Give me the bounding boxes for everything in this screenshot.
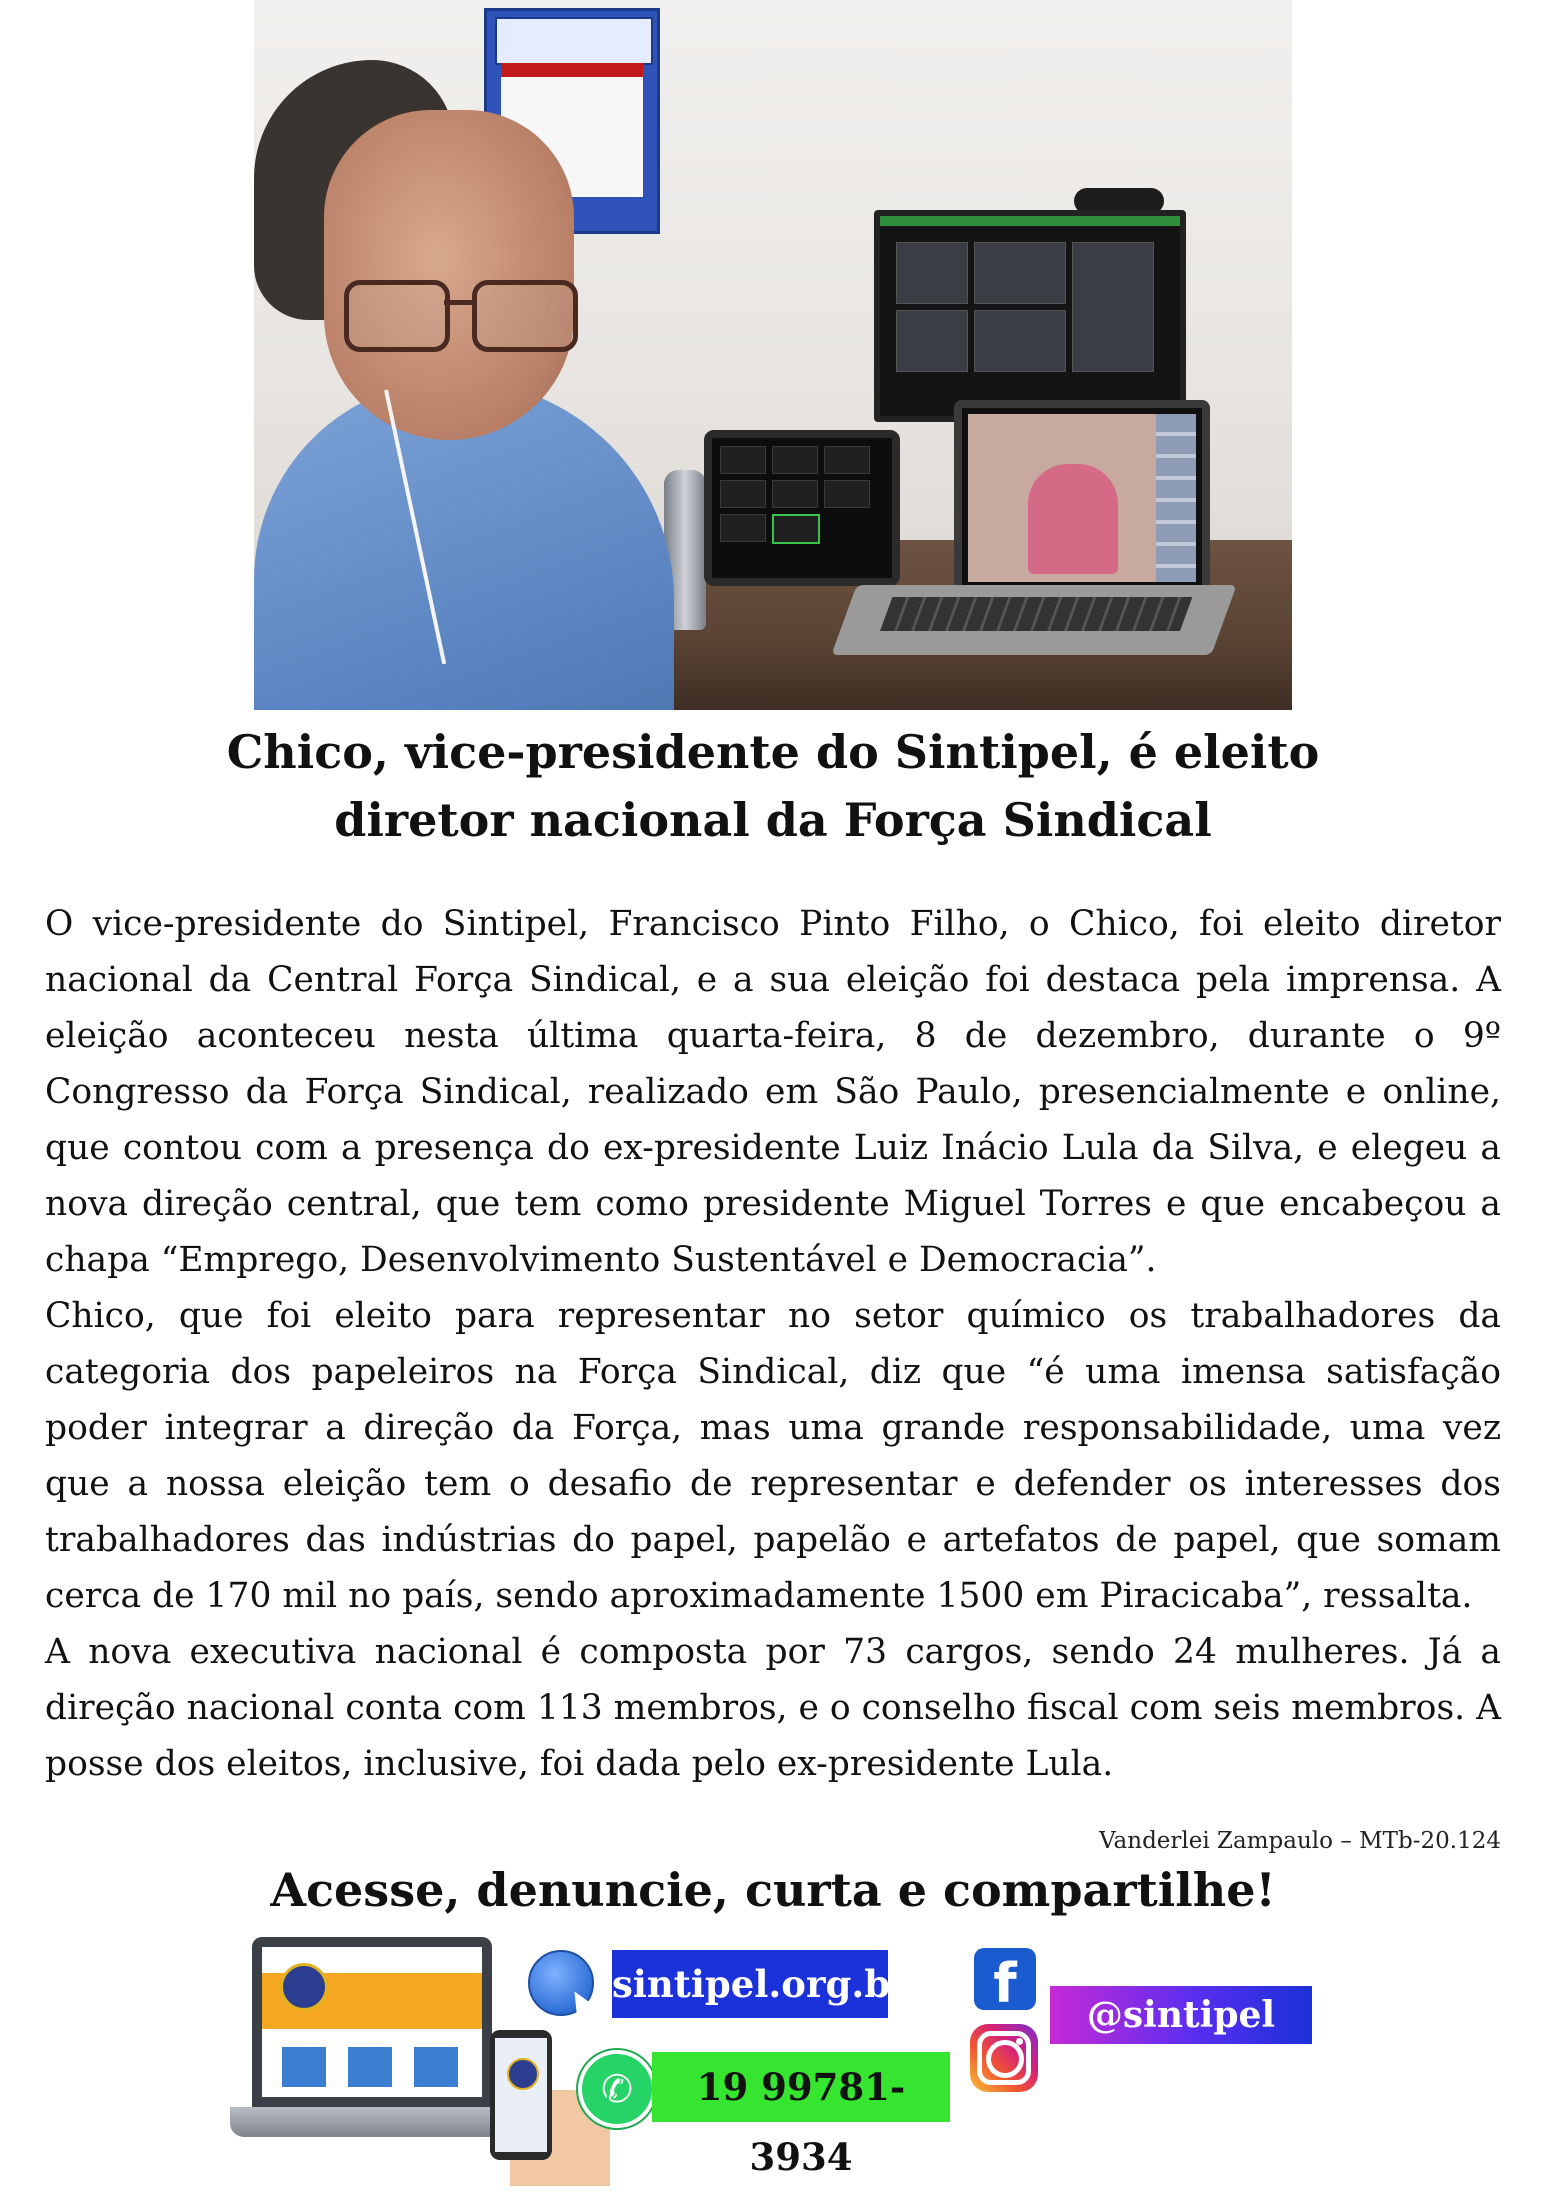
laptop-illustration-base bbox=[230, 2107, 520, 2137]
article-body bbox=[45, 896, 1501, 1792]
page-title bbox=[0, 718, 1546, 854]
whatsapp-icon: ✆ bbox=[578, 2050, 656, 2128]
photo-monitor bbox=[874, 210, 1186, 422]
website-link[interactable]: sintipel.org.br bbox=[612, 1950, 888, 2018]
sintipel-logo-small bbox=[507, 2058, 539, 2090]
photo-person-face bbox=[324, 110, 574, 440]
social-handle-link[interactable]: @sintipel bbox=[1050, 1986, 1312, 2044]
laptop-illustration bbox=[252, 1937, 492, 2107]
sintipel-logo bbox=[280, 1963, 328, 2011]
title-line-1: Chico, vice-presidente do Sintipel, é eleito bbox=[226, 725, 1320, 779]
article-paragraph-1: O vice-presidente do Sintipel, Francisco Pinto Filho, o Chico, foi eleito diretor nacional da Central Força Sindical, e a sua eleição foi destaca pela imprensa. A eleição aconteceu nesta última quarta-feira, 8 de dezembro, durante o 9º Congresso da Força Sindical, realizado em São Paulo, presencialmente e online, que contou com a presença do ex-presidente Luiz Inácio Lula da Silva, e elegeu a nova direção central, que tem como presidente Miguel Torres e que encabeçou a chapa “Emprego, Desenvolvimento Sustentável e Democracia”. bbox=[45, 904, 1501, 1280]
photo-laptop-screen bbox=[954, 400, 1210, 596]
call-to-action: Acesse, denuncie, curta e compartilhe! bbox=[270, 1863, 1276, 1917]
instagram-icon[interactable] bbox=[970, 2024, 1038, 2092]
photo-tablet bbox=[704, 430, 900, 586]
photo-person-glasses bbox=[344, 280, 574, 350]
facebook-icon[interactable]: f bbox=[974, 1948, 1036, 2010]
author-byline: Vanderlei Zampaulo – MTb-20.124 bbox=[1099, 1828, 1501, 1854]
title-line-2: diretor nacional da Força Sindical bbox=[334, 793, 1212, 847]
globe-icon bbox=[528, 1950, 594, 2016]
article-paragraph-3: A nova executiva nacional é composta por 73 cargos, sendo 24 mulheres. Já a direção nacional conta com 113 membros, e o conselho fiscal com seis membros. A posse dos eleitos, inclusive, foi dada pelo ex-presidente Lula. bbox=[45, 1632, 1501, 1784]
hero-photo bbox=[254, 0, 1292, 710]
article-paragraph-2: Chico, que foi eleito para representar no setor químico os trabalhadores da categoria dos papeleiros na Força Sindical, diz que “é uma imensa satisfação poder integrar a direção da Força, mas uma grande responsabilidade, uma vez que a nossa eleição tem o desafio de representar e defender os interesses dos trabalhadores das indústrias do papel, papelão e artefatos de papel, que somam cerca de 170 mil no país, sendo aproximadamente 1500 em Piracicaba”, ressalta. bbox=[45, 1296, 1501, 1616]
phone-illustration bbox=[490, 2030, 552, 2160]
whatsapp-number-link[interactable]: 19 99781-3934 bbox=[652, 2052, 950, 2122]
photo-laptop-keyboard bbox=[831, 585, 1236, 655]
